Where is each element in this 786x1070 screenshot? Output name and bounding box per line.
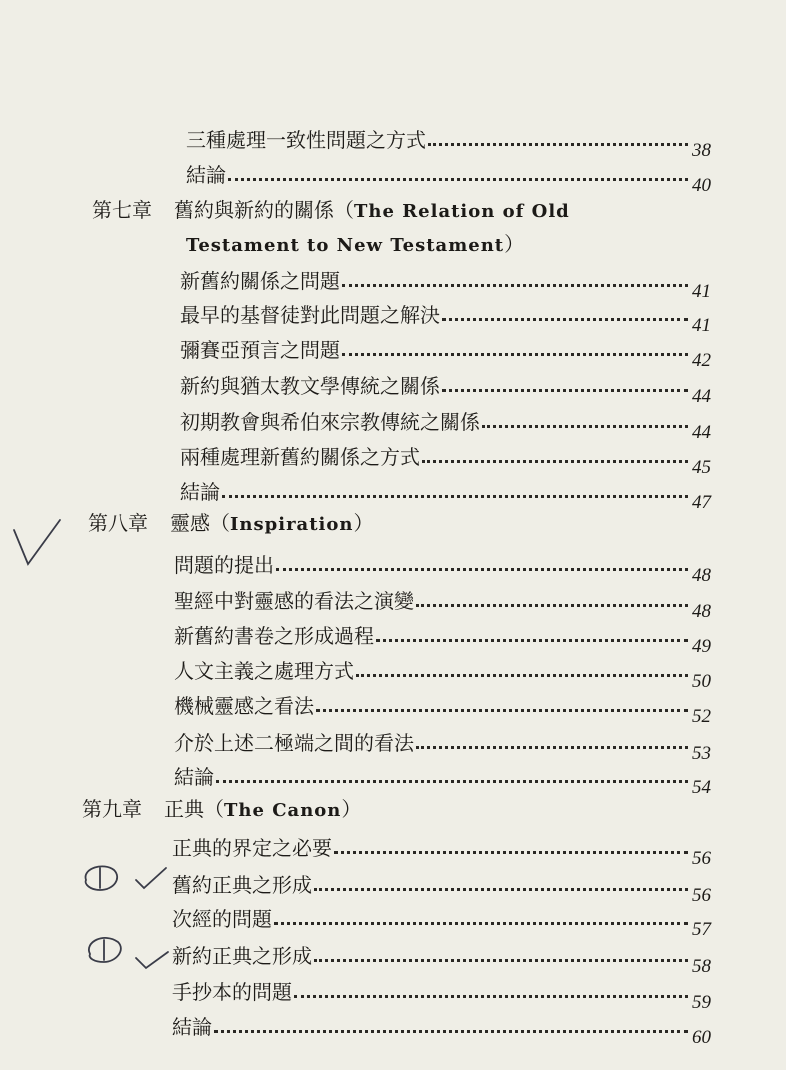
entry-title: 結論 xyxy=(186,163,226,187)
page-number: 44 xyxy=(692,422,711,443)
page-number: 49 xyxy=(692,636,711,657)
entry-title: 新舊約關係之問題 xyxy=(180,269,340,293)
toc-entry[interactable] xyxy=(174,690,716,727)
chapter-label: 第七章 xyxy=(92,198,152,222)
leader-dots xyxy=(416,604,688,607)
page-number: 56 xyxy=(692,848,711,869)
chapter-title-close: ） xyxy=(353,511,374,535)
chapter-title-close: ） xyxy=(504,232,525,256)
circled-one-icon xyxy=(80,858,140,898)
entry-title: 新約正典之形成 xyxy=(172,944,312,968)
leader-dots xyxy=(314,888,688,891)
toc-entry[interactable] xyxy=(180,265,716,302)
leader-dots xyxy=(314,959,688,962)
leader-dots xyxy=(228,178,688,181)
page-number: 48 xyxy=(692,601,711,622)
entry-title: 彌賽亞預言之問題 xyxy=(180,338,340,362)
checkmark-icon xyxy=(132,944,172,974)
toc-entry[interactable] xyxy=(186,124,716,161)
entry-title: 初期教會與希伯來宗教傳統之關係 xyxy=(180,410,480,434)
entry-title: 結論 xyxy=(180,480,220,504)
chapter-heading-7[interactable] xyxy=(92,198,570,224)
entry-title: 問題的提出 xyxy=(174,553,274,577)
toc-entry[interactable] xyxy=(172,869,716,906)
toc-entry[interactable] xyxy=(180,299,716,336)
leader-dots xyxy=(294,995,688,998)
entry-title: 手抄本的問題 xyxy=(172,980,292,1004)
entry-title: 機械靈感之看法 xyxy=(174,694,314,718)
toc-entry[interactable] xyxy=(180,441,716,478)
entry-title: 舊約正典之形成 xyxy=(172,873,312,897)
page-number: 50 xyxy=(692,671,711,692)
page-number: 40 xyxy=(692,175,711,196)
page-number: 41 xyxy=(692,281,711,302)
entry-title: 最早的基督徒對此問題之解決 xyxy=(180,303,440,327)
chapter-title-zh: 正典（ xyxy=(164,797,224,821)
entry-title: 結論 xyxy=(172,1015,212,1039)
entry-title: 三種處理一致性問題之方式 xyxy=(186,128,426,152)
toc-entry[interactable] xyxy=(180,370,716,407)
chapter-heading-7-cont xyxy=(186,232,524,258)
toc-entry[interactable] xyxy=(174,585,716,622)
chapter-title-zh: 靈感（ xyxy=(170,511,230,535)
toc-entry[interactable] xyxy=(172,1011,716,1048)
entry-title: 結論 xyxy=(174,765,214,789)
toc-entry[interactable] xyxy=(186,159,716,196)
page-number: 38 xyxy=(692,140,711,161)
page-number: 45 xyxy=(692,457,711,478)
toc-entry[interactable] xyxy=(174,655,716,692)
leader-dots xyxy=(416,746,688,749)
chapter-title-en: Inspiration xyxy=(230,514,354,535)
entry-title: 聖經中對靈感的看法之演變 xyxy=(174,589,414,613)
page-number: 47 xyxy=(692,492,711,513)
toc-entry[interactable] xyxy=(174,727,716,764)
page-number: 56 xyxy=(692,885,711,906)
leader-dots xyxy=(222,495,688,498)
page-number: 58 xyxy=(692,956,711,977)
toc-entry[interactable] xyxy=(174,549,716,586)
toc-entry[interactable] xyxy=(172,976,716,1013)
chapter-title-close: ） xyxy=(341,797,362,821)
page-number: 53 xyxy=(692,743,711,764)
entry-title: 介於上述二極端之間的看法 xyxy=(174,731,414,755)
leader-dots xyxy=(376,639,688,642)
checkmark-icon xyxy=(132,862,172,892)
toc-entry[interactable] xyxy=(180,406,716,443)
toc-entry[interactable] xyxy=(172,940,716,977)
leader-dots xyxy=(442,318,688,321)
toc-entry[interactable] xyxy=(172,832,716,869)
chapter-heading-9[interactable] xyxy=(82,797,361,823)
entry-title: 人文主義之處理方式 xyxy=(174,659,354,683)
leader-dots xyxy=(316,709,688,712)
leader-dots xyxy=(274,922,688,925)
page-number: 59 xyxy=(692,992,711,1013)
chapter-title-zh: 舊約與新約的關係（ xyxy=(174,198,354,222)
chapter-title-en: The Canon xyxy=(224,800,342,821)
page-number: 42 xyxy=(692,350,711,371)
leader-dots xyxy=(216,780,688,783)
chapter-title-en-cont: Testament to New Testament xyxy=(186,235,505,256)
entry-title: 新約與猶太教文學傳統之關係 xyxy=(180,374,440,398)
entry-title: 次經的問題 xyxy=(172,907,272,931)
checkmark-icon xyxy=(8,512,68,572)
page-number: 57 xyxy=(692,919,711,940)
leader-dots xyxy=(276,568,688,571)
entry-title: 新舊約書卷之形成過程 xyxy=(174,624,374,648)
page-number: 48 xyxy=(692,565,711,586)
leader-dots xyxy=(422,460,688,463)
toc-entry[interactable] xyxy=(180,476,716,513)
toc-entry[interactable] xyxy=(174,761,716,798)
leader-dots xyxy=(356,674,688,677)
chapter-label: 第八章 xyxy=(88,511,148,535)
leader-dots xyxy=(428,143,688,146)
page-number: 41 xyxy=(692,315,711,336)
leader-dots xyxy=(342,353,688,356)
leader-dots xyxy=(214,1030,688,1033)
page-number: 52 xyxy=(692,706,711,727)
leader-dots xyxy=(442,389,688,392)
page-number: 44 xyxy=(692,386,711,407)
toc-entry[interactable] xyxy=(174,620,716,657)
entry-title: 兩種處理新舊約關係之方式 xyxy=(180,445,420,469)
chapter-label: 第九章 xyxy=(82,797,142,821)
leader-dots xyxy=(334,851,688,854)
chapter-heading-8[interactable] xyxy=(88,511,373,537)
toc-entry[interactable] xyxy=(172,903,716,940)
leader-dots xyxy=(342,284,688,287)
toc-entry[interactable] xyxy=(180,334,716,371)
leader-dots xyxy=(482,425,688,428)
entry-title: 正典的界定之必要 xyxy=(172,836,332,860)
page-number: 54 xyxy=(692,777,711,798)
chapter-title-en: The Relation of Old xyxy=(354,201,570,222)
page-number: 60 xyxy=(692,1027,711,1048)
